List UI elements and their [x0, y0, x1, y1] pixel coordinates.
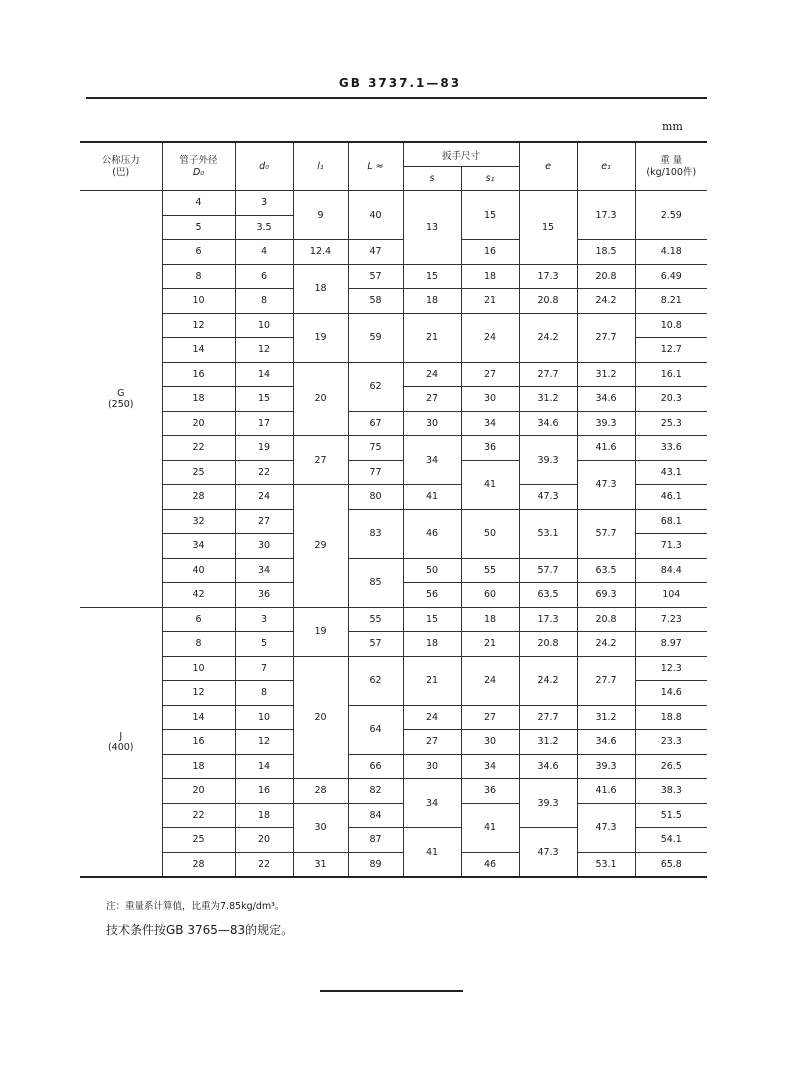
cell-s1: 21 [461, 632, 519, 657]
cell-d0: 12 [235, 338, 293, 363]
cell-weight: 46.1 [635, 485, 707, 510]
cell-d0: 10 [235, 705, 293, 730]
table-row [80, 656, 707, 681]
col-s: s [403, 167, 461, 191]
cell-d0: 3 [235, 191, 293, 216]
cell-d0: 3.5 [235, 215, 293, 240]
cell-s1: 34 [461, 411, 519, 436]
cell-l1: 30 [293, 803, 348, 852]
cell-L: 66 [348, 754, 403, 779]
cell-L: 57 [348, 264, 403, 289]
cell-L: 80 [348, 485, 403, 510]
cell-s1: 60 [461, 583, 519, 608]
cell-e: 20.8 [519, 289, 577, 314]
cell-e1: 41.6 [577, 436, 635, 461]
cell-d0: 8 [235, 681, 293, 706]
cell-D0: 10 [162, 289, 235, 314]
cell-e1: 20.8 [577, 607, 635, 632]
cell-s1: 21 [461, 289, 519, 314]
cell-e: 34.6 [519, 754, 577, 779]
cell-s1: 41 [461, 460, 519, 509]
cell-e: 27.7 [519, 362, 577, 387]
footer-rule [320, 990, 463, 992]
cell-e: 53.1 [519, 509, 577, 558]
cell-s: 15 [403, 264, 461, 289]
cell-s: 56 [403, 583, 461, 608]
cell-L: 87 [348, 828, 403, 853]
cell-weight: 43.1 [635, 460, 707, 485]
cell-L: 59 [348, 313, 403, 362]
cell-e1: 53.1 [577, 852, 635, 877]
cell-weight: 54.1 [635, 828, 707, 853]
cell-e: 17.3 [519, 264, 577, 289]
cell-s1: 36 [461, 779, 519, 804]
cell-e: 47.3 [519, 485, 577, 510]
table-row [80, 803, 707, 828]
cell-e: 20.8 [519, 632, 577, 657]
cell-e1: 31.2 [577, 362, 635, 387]
cell-D0: 18 [162, 387, 235, 412]
cell-d0: 36 [235, 583, 293, 608]
col-pressure: 公称压力 (巴) [80, 142, 162, 191]
cell-e1: 57.7 [577, 509, 635, 558]
cell-s: 34 [403, 436, 461, 485]
cell-l1: 31 [293, 852, 348, 877]
cell-l1: 18 [293, 264, 348, 313]
cell-weight: 23.3 [635, 730, 707, 755]
cell-L: 89 [348, 852, 403, 877]
cell-e: 17.3 [519, 607, 577, 632]
cell-d0: 4 [235, 240, 293, 265]
cell-D0: 5 [162, 215, 235, 240]
table-row [80, 632, 707, 657]
cell-L: 85 [348, 558, 403, 607]
cell-weight: 12.7 [635, 338, 707, 363]
cell-e: 47.3 [519, 828, 577, 878]
cell-s1: 30 [461, 730, 519, 755]
cell-weight: 6.49 [635, 264, 707, 289]
cell-s: 30 [403, 754, 461, 779]
table-row [80, 852, 707, 877]
cell-weight: 51.5 [635, 803, 707, 828]
cell-weight: 12.3 [635, 656, 707, 681]
cell-l1: 12.4 [293, 240, 348, 265]
cell-d0: 6 [235, 264, 293, 289]
cell-e1: 27.7 [577, 313, 635, 362]
cell-D0: 28 [162, 852, 235, 877]
cell-s: 34 [403, 779, 461, 828]
cell-d0: 14 [235, 362, 293, 387]
cell-e1: 27.7 [577, 656, 635, 705]
cell-e1: 18.5 [577, 240, 635, 265]
cell-s: 41 [403, 485, 461, 510]
cell-s1: 24 [461, 313, 519, 362]
cell-D0: 25 [162, 460, 235, 485]
cell-D0: 8 [162, 264, 235, 289]
cell-d0: 8 [235, 289, 293, 314]
cell-e1: 24.2 [577, 632, 635, 657]
cell-s: 18 [403, 632, 461, 657]
col-e1: e₁ [577, 142, 635, 191]
table-row [80, 313, 707, 338]
cell-e1: 47.3 [577, 460, 635, 509]
cell-s1: 41 [461, 803, 519, 852]
cell-s1: 27 [461, 362, 519, 387]
cell-L: 62 [348, 362, 403, 411]
table-row [80, 607, 707, 632]
cell-s1: 27 [461, 705, 519, 730]
cell-s: 27 [403, 730, 461, 755]
cell-l1: 19 [293, 313, 348, 362]
cell-d0: 7 [235, 656, 293, 681]
col-d0: d₀ [235, 142, 293, 191]
cell-e: 15 [519, 191, 577, 265]
cell-s1: 36 [461, 436, 519, 461]
cell-D0: 18 [162, 754, 235, 779]
spec-table [80, 141, 707, 878]
cell-s: 21 [403, 656, 461, 705]
cell-e: 57.7 [519, 558, 577, 583]
cell-weight: 25.3 [635, 411, 707, 436]
table-row [80, 362, 707, 387]
cell-s1: 55 [461, 558, 519, 583]
cell-s: 24 [403, 705, 461, 730]
cell-D0: 22 [162, 436, 235, 461]
table-row [80, 264, 707, 289]
cell-L: 47 [348, 240, 403, 265]
cell-D0: 4 [162, 191, 235, 216]
cell-s1: 15 [461, 191, 519, 240]
cell-L: 58 [348, 289, 403, 314]
col-s1: s₁ [461, 167, 519, 191]
cell-D0: 42 [162, 583, 235, 608]
cell-s1: 18 [461, 607, 519, 632]
cell-weight: 7.23 [635, 607, 707, 632]
cell-weight: 26.5 [635, 754, 707, 779]
cell-D0: 12 [162, 681, 235, 706]
cell-l1: 9 [293, 191, 348, 240]
cell-d0: 27 [235, 509, 293, 534]
cell-s1: 16 [461, 240, 519, 265]
cell-e1: 39.3 [577, 411, 635, 436]
cell-s: 27 [403, 387, 461, 412]
cell-d0: 12 [235, 730, 293, 755]
cell-weight: 10.8 [635, 313, 707, 338]
cell-d0: 22 [235, 852, 293, 877]
table-row [80, 779, 707, 804]
cell-d0: 5 [235, 632, 293, 657]
cell-l1: 20 [293, 656, 348, 779]
cell-L: 84 [348, 803, 403, 828]
cell-D0: 20 [162, 411, 235, 436]
cell-e1: 34.6 [577, 730, 635, 755]
cell-d0: 10 [235, 313, 293, 338]
cell-l1: 20 [293, 362, 348, 436]
cell-e: 31.2 [519, 387, 577, 412]
cell-L: 40 [348, 191, 403, 240]
cell-d0: 19 [235, 436, 293, 461]
col-pipe-od: 管子外径 D₀ [162, 142, 235, 191]
header-rule [86, 97, 707, 99]
cell-l1: 27 [293, 436, 348, 485]
cell-e1: 47.3 [577, 803, 635, 852]
cell-e: 34.6 [519, 411, 577, 436]
cell-e: 63.5 [519, 583, 577, 608]
cell-weight: 33.6 [635, 436, 707, 461]
cell-weight: 68.1 [635, 509, 707, 534]
cell-weight: 104 [635, 583, 707, 608]
cell-weight: 18.8 [635, 705, 707, 730]
col-L: L ≈ [348, 142, 403, 191]
cell-D0: 12 [162, 313, 235, 338]
cell-D0: 32 [162, 509, 235, 534]
cell-weight: 14.6 [635, 681, 707, 706]
cell-e1: 34.6 [577, 387, 635, 412]
cell-D0: 34 [162, 534, 235, 559]
cell-e1: 24.2 [577, 289, 635, 314]
cell-s: 50 [403, 558, 461, 583]
cell-s: 30 [403, 411, 461, 436]
cell-s1: 34 [461, 754, 519, 779]
cell-e: 31.2 [519, 730, 577, 755]
cell-e: 27.7 [519, 705, 577, 730]
cell-l1: 29 [293, 485, 348, 608]
notes [106, 898, 293, 938]
cell-weight: 16.1 [635, 362, 707, 387]
cell-e1: 41.6 [577, 779, 635, 804]
cell-weight: 8.97 [635, 632, 707, 657]
cell-e: 24.2 [519, 313, 577, 362]
cell-s1: 24 [461, 656, 519, 705]
table-row [80, 460, 707, 485]
cell-s: 41 [403, 828, 461, 878]
cell-s1: 46 [461, 852, 519, 877]
cell-e1: 17.3 [577, 191, 635, 240]
cell-L: 77 [348, 460, 403, 485]
cell-D0: 28 [162, 485, 235, 510]
cell-D0: 25 [162, 828, 235, 853]
cell-s: 21 [403, 313, 461, 362]
cell-weight: 4.18 [635, 240, 707, 265]
cell-D0: 20 [162, 779, 235, 804]
table-row [80, 240, 707, 265]
cell-weight: 65.8 [635, 852, 707, 877]
cell-e: 39.3 [519, 779, 577, 828]
cell-d0: 16 [235, 779, 293, 804]
table-row [80, 754, 707, 779]
cell-L: 62 [348, 656, 403, 705]
grade-cell: J (400) [80, 607, 162, 877]
cell-s: 18 [403, 289, 461, 314]
cell-weight: 2.59 [635, 191, 707, 240]
cell-s1: 50 [461, 509, 519, 558]
cell-d0: 17 [235, 411, 293, 436]
cell-e: 39.3 [519, 436, 577, 485]
cell-s1: 30 [461, 387, 519, 412]
cell-d0: 22 [235, 460, 293, 485]
cell-s: 13 [403, 191, 461, 265]
cell-L: 67 [348, 411, 403, 436]
col-e: e [519, 142, 577, 191]
note-weight: 注：重量系计算值，比重为7.85kg/dm³。 [106, 901, 285, 912]
cell-e1: 39.3 [577, 754, 635, 779]
cell-weight: 84.4 [635, 558, 707, 583]
cell-L: 82 [348, 779, 403, 804]
cell-weight: 8.21 [635, 289, 707, 314]
cell-l1: 28 [293, 779, 348, 804]
cell-L: 55 [348, 607, 403, 632]
cell-d0: 3 [235, 607, 293, 632]
cell-D0: 8 [162, 632, 235, 657]
cell-e1: 63.5 [577, 558, 635, 583]
cell-s: 46 [403, 509, 461, 558]
cell-e1: 31.2 [577, 705, 635, 730]
cell-e1: 20.8 [577, 264, 635, 289]
grade-cell: G (250) [80, 191, 162, 608]
cell-D0: 10 [162, 656, 235, 681]
cell-d0: 30 [235, 534, 293, 559]
cell-d0: 34 [235, 558, 293, 583]
cell-weight: 20.3 [635, 387, 707, 412]
note-technical-conditions: 技术条件按GB 3765—83的规定。 [106, 923, 294, 937]
table-row [80, 191, 707, 216]
cell-weight: 71.3 [635, 534, 707, 559]
cell-s: 24 [403, 362, 461, 387]
cell-D0: 16 [162, 730, 235, 755]
cell-weight: 38.3 [635, 779, 707, 804]
cell-d0: 24 [235, 485, 293, 510]
cell-D0: 14 [162, 705, 235, 730]
col-weight: 重 量 (kg/100件) [635, 142, 707, 191]
col-l1: l₁ [293, 142, 348, 191]
table-row [80, 705, 707, 730]
table-row [80, 289, 707, 314]
cell-s: 15 [403, 607, 461, 632]
cell-d0: 20 [235, 828, 293, 853]
table-row [80, 509, 707, 534]
unit-label: mm [662, 120, 683, 133]
cell-L: 75 [348, 436, 403, 461]
table-row [80, 436, 707, 461]
cell-L: 64 [348, 705, 403, 754]
cell-D0: 40 [162, 558, 235, 583]
cell-L: 57 [348, 632, 403, 657]
cell-D0: 14 [162, 338, 235, 363]
cell-l1: 19 [293, 607, 348, 656]
standard-number: GB 3737.1—83 [338, 76, 462, 90]
table-row [80, 558, 707, 583]
cell-d0: 15 [235, 387, 293, 412]
cell-s1: 18 [461, 264, 519, 289]
cell-D0: 6 [162, 607, 235, 632]
cell-D0: 16 [162, 362, 235, 387]
cell-L: 83 [348, 509, 403, 558]
col-wrench: 扳手尺寸 [403, 142, 519, 167]
cell-D0: 22 [162, 803, 235, 828]
cell-e1: 69.3 [577, 583, 635, 608]
table-row [80, 411, 707, 436]
cell-d0: 18 [235, 803, 293, 828]
cell-D0: 6 [162, 240, 235, 265]
cell-e: 24.2 [519, 656, 577, 705]
cell-d0: 14 [235, 754, 293, 779]
